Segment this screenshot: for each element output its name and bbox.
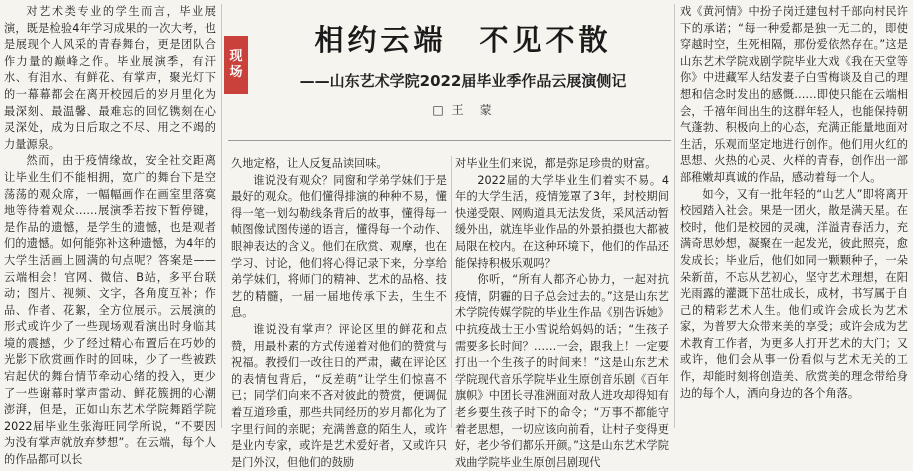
- article-column-2: [231, 156, 447, 469]
- section-tag: [224, 36, 248, 94]
- paragraph: 谁说没有掌声？评论区里的鲜花和点赞，用最朴素的方式传递着对他们的赞赏与祝福。教授们一改往日的严肃，藏在评论区的表情包背后，“反差萌”让学生们惊喜不已；同学们向来不吝对彼此的赞赏，便调侃着互道珍重，那些共同经历的岁月都化为了字里行间的亲昵；充满善意的陌生人，或许是业内专家，或许是艺术爱好者，又或许只是门外汉，但他们的鼓励: [231, 322, 447, 469]
- paragraph: 如今，又有一批年轻的“山艺人”即将离开校园踏入社会。果是一团火，散是满天星。在校时，他们是校园的灵魂，洋溢青春活力，充满奇思妙想，凝聚在一起发光，彼此照亮，愈发成长；毕业后，他们如同一颗颗种子，一朵朵新苗，不忘从艺初心，坚守艺术理想，在阳光雨露的灌溉下茁壮成长，成材，书写属于自己的精彩艺术人生。他们或许会成长为艺术家，为普罗大众带来美的享受；或许会成为艺术教育工作者，为更多人打开艺术的大门；又或许，他们会从事一份看似与艺术无关的工作，却能时刻将创造美、欣赏美的理念带给身边的每个人，洒向身边的各个角落。: [680, 187, 908, 400]
- section-tag-char: 场: [229, 65, 243, 80]
- paragraph: 你听，“所有人都齐心协力，一起对抗疫情，阴霾的日子总会过去的。”这是山东艺术学院传媒学院的毕业生作品《别告诉她》中抗疫战士王小雪说给妈妈的话；“生孩子需要多长时间？……一会，跟我上！一定要打出一个生孩子的时间来！”这是山东艺术学院现代音乐学院毕业生原创音乐剧《百年旗帜》中团长寻准洲面对敌人进攻却得知有老乡要生孩子时下的命令；“万事不都能守着老思想，一切应该向前看，让村子变得更好，老少爷们都乐开颜。”这是山东艺术学院戏曲学院毕业生原创吕剧现代: [455, 273, 669, 469]
- paragraph: 2022届的大学毕业生们着实不易。4年的大学生活，疫情笼罩了3年，封校期间快递受限、网购道具无法发货，采风活动暂缓外出，就连毕业作品的外景拍摄也大都被局限在校内。在这种环境下，他们的作品还能保持积极乐观吗？: [455, 173, 669, 270]
- column-divider: [674, 4, 675, 428]
- paragraph: 然而，由于疫情缘故，安全社交距离让毕业生们不能相拥，宽广的舞台下是空荡荡的观众席，一幅幅画作在画室里落寞地等待着观众……展演季若按下暂停键，是作品的遗憾，是学生的遗憾，也是观者们的遗憾。如何能弥补这种遗憾，为4年的大学生活画上圆满的句点呢？答案是——云端相会！官网、微信、B站，多平台联动；图片、视频、文字，各角度互补；作品、作者、花絮，全方位展示。云展演的形式或许少了一些现场观看演出时身临其境的震撼，少了经过精心布置后在巧妙的光影下欣赏画作时的回味，少了一些被跌宕起伏的舞台情节牵动心绪的投入，更少了一些谢幕时掌声雷动、鲜花簇拥的心潮澎湃，但是，正如山东艺术学院舞蹈学院2022届毕业生张海旺同学所说，“不要因为没有掌声就放弃梦想”。在云端，每个人的作品都可以长: [4, 154, 216, 467]
- section-tag-char: 现: [229, 49, 243, 64]
- paragraph: 对艺术类专业的学生而言，毕业展演，既是检验4年学习成果的一次大考，也是展现个人风采的青春舞台，更是团队合作力量的巅峰之作。毕业展演季，有汗水、有泪水、有鲜花、有掌声，聚光灯下的一幕幕都会在离开校园后的岁月里化为最深刻、最温馨、最难忘的回忆镌刻在心灵深处，成为日后取之不尽、用之不竭的力量源泉。: [4, 5, 216, 151]
- paragraph: 戏《黄河情》中扮子岗迁建包村千部向村民许下的承诺；“每一种爱都是独一无二的，即使穿越时空，生死相隔，那份爱依然存在。”这是山东艺术学院戏剧学院毕业大戏《我在天堂等你》中进藏军人结发妻子白雪梅谈及自己的理想和信念时发出的感慨……即使只能在云端相会，千禧年间出生的这群年轻人，也能保持朝气蓬勃、积极向上的心态，充满正能量地面对生活，乐观而坚定地进行创作。他们用火红的思想、火热的心灵、火样的青春，创作出一部部稚嫩却真诚的作品，感动着每一个人。: [680, 5, 908, 184]
- column-divider: [451, 156, 452, 428]
- header-rule: [228, 140, 671, 141]
- paragraph: 久地定格，让人反复品读回味。: [231, 157, 388, 170]
- article-column-4: [680, 4, 908, 428]
- article-column-3: [455, 156, 669, 469]
- article-subtitle: ——山东艺术学院2022届毕业季作品云展演侧记: [299, 72, 627, 90]
- column-divider: [221, 4, 222, 428]
- author-byline: □ 王 蒙: [432, 103, 494, 117]
- article-title: 相约云端 不见不散: [314, 23, 612, 57]
- article-column-1: [4, 4, 216, 467]
- paragraph: 对毕业生们来说，都是弥足珍贵的财富。: [455, 157, 657, 170]
- paragraph: 谁说没有观众？同窗和学弟学妹们于是最好的观众。他们懂得排演的种种不易，懂得一笔一划勾勒线条背后的故事，懂得每一帧图像试图传递的语言，懂得每一个动作、眼神表达的含义。他们在欣赏、观摩，也在学习、讨论，他们将心得记录下来，分享给弟学妹们，将师门的精神、艺术的品格、技艺的精髓，一届一届地传承下去，生生不息。: [231, 173, 447, 320]
